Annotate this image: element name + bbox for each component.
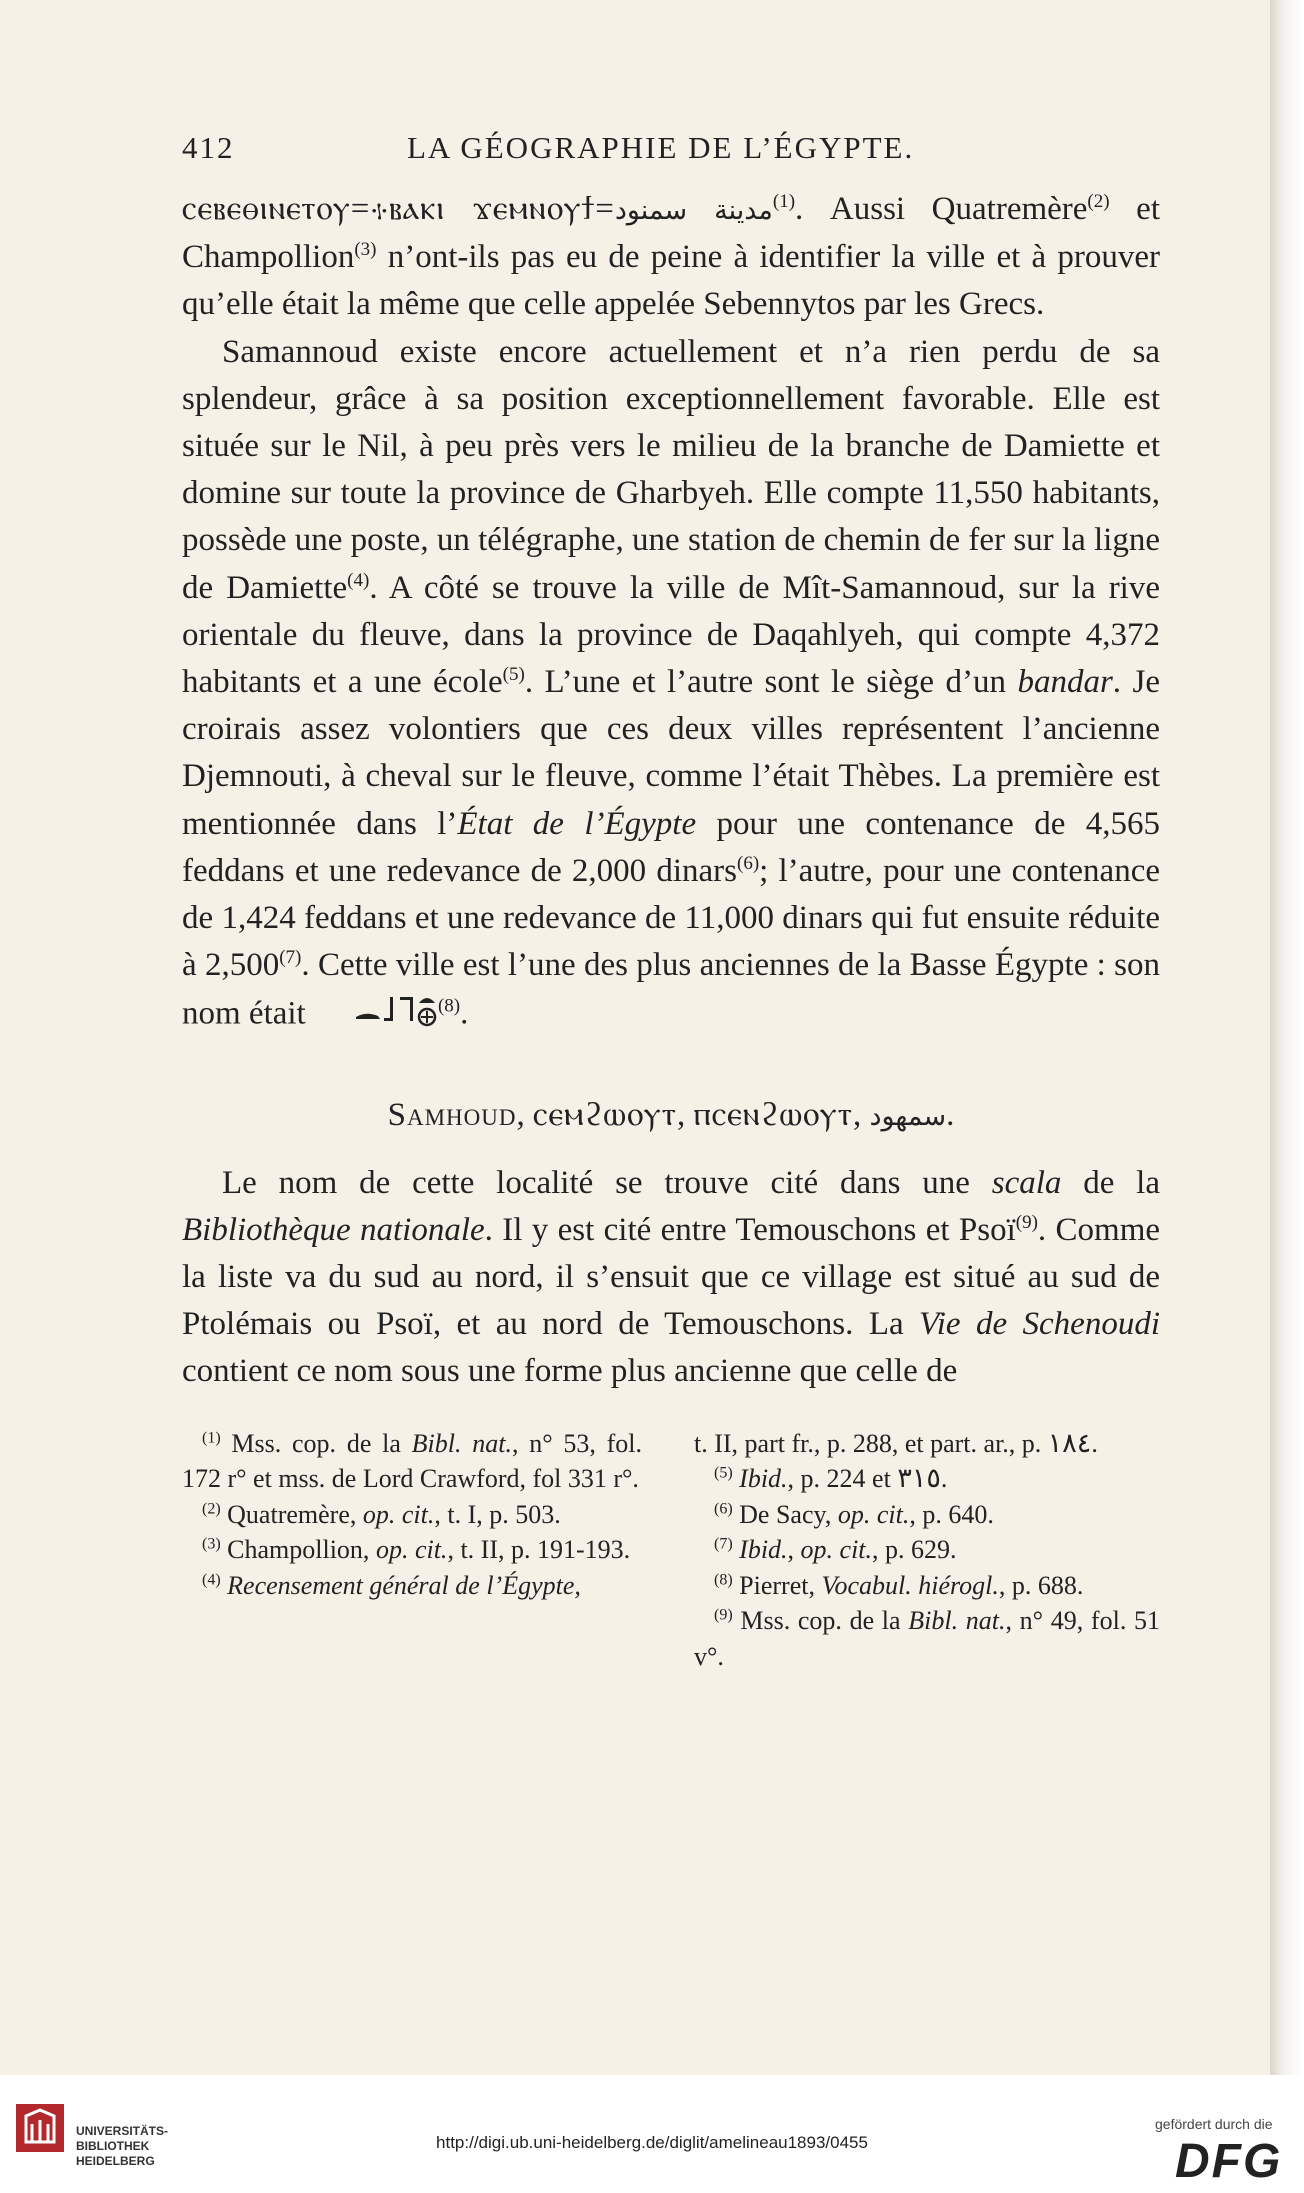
text-run: . [940,1464,948,1494]
footnote-number: (1) [202,1429,221,1447]
university-name-line: HEIDELBERG [76,2154,155,2168]
italic-term: Ibid. [732,1464,788,1494]
footnote-8 [694,1568,1160,1604]
italic-term: Bibl. nat. [908,1606,1006,1636]
heading-separator: , [852,1096,870,1133]
text-run: de la [1061,1164,1160,1201]
italic-term: op. cit. [800,1535,873,1565]
italic-term: bandar [1017,664,1113,701]
italic-term: Bibliothèque nationale [182,1211,485,1248]
text-run: . [460,996,469,1033]
text-run: , t. II, p. 191-193. [447,1535,631,1565]
text-run: contient ce nom sous une forme plus ancienne que celle de [182,1353,958,1390]
text-run: , n° 53, fol. 172 r° et mss. de Lord Crawford, fol 331 r°. [182,1428,642,1494]
footnote-ref-1[interactable]: (1) [772,191,796,212]
italic-title: Recensement général de l’Égypte, [220,1570,581,1600]
coptic-name: ⲥⲉⲃⲉⲑⲓⲛⲉⲧⲟⲩ=⳾ⲃⲁⲕⲓ ϫⲉⲙⲛⲟⲩϯ= [182,191,615,227]
university-name-line: BIBLIOTHEK [76,2139,150,2153]
text-run: . L’une et l’autre sont le siège d’un [524,664,1018,701]
text-run: . Il y est cité entre Temouschons et Psoï [484,1211,1016,1248]
heading-separator: , [676,1096,694,1133]
footnotes-right-column [694,1426,1160,1675]
paragraph-samannoud [182,329,1160,1044]
footnote-2 [182,1497,642,1533]
text-run: , p. 629. [872,1535,957,1565]
footnote-4 [182,1568,642,1604]
italic-term: Ibid. [732,1535,788,1565]
footnotes-left-column [182,1426,642,1604]
text-run: . [1091,1428,1098,1458]
text-run: Mss. cop. de la [220,1428,412,1458]
dfg-logo[interactable]: DFG [1175,2135,1283,2188]
italic-term: op. cit. [375,1535,448,1565]
footnote-number: (8) [714,1571,733,1589]
footnote-9 [694,1603,1160,1674]
footnote-number: (2) [202,1500,221,1518]
text-run: ; l’autre, pour une contenance de 1,424 feddans et une redevance de 11,000 dinars qui fut ensuite réduite à 2,500 [182,852,1160,984]
italic-title: Vie de Schenoudi [919,1306,1160,1343]
footnote-ref-6[interactable]: (6) [737,852,760,874]
section-heading-samhoud [182,1092,1160,1140]
text-run: t. II, part fr., p. 288, et part. ar., p. [694,1428,1048,1458]
footnote-5 [694,1461,1160,1497]
text-run: , t. I, p. 503. [434,1499,561,1529]
text-run: . Cette ville est l’une des plus anciennes de la Basse Égypte : son nom était [182,947,1160,1033]
footnote-number: (3) [202,1535,221,1553]
footnote-7 [694,1532,1160,1568]
footnote-6 [694,1497,1160,1533]
text-run: . A côté se trouve la ville de Mît-Samannoud, sur la rive orientale du fleuve, dans la province de Daqahlyeh, qui compte 4,372 habitants et a une école [182,569,1160,701]
text-run: , n° 49, fol. 51 v°. [694,1606,1160,1671]
text-run: , p. 688. [998,1570,1084,1600]
text-run: , [787,1535,801,1565]
permalink-url[interactable]: http://digi.ub.uni-heidelberg.de/diglit/amelineau1893/0455 [436,2133,868,2152]
italic-term: op. cit. [837,1499,910,1529]
footnote-number: (9) [714,1606,733,1624]
heading-arabic: سمهود [869,1100,947,1132]
text-run: Pierret, [732,1570,822,1600]
italic-title: État de l’Égypte [457,805,697,842]
text-run: De Sacy, [732,1499,838,1529]
running-head [182,130,1160,186]
footnote-3 [182,1532,642,1568]
footnote-number: (7) [714,1535,733,1553]
heading-name: Samhoud [387,1096,517,1133]
footnote-number: (4) [202,1571,221,1589]
footnote-4-continued [694,1426,1160,1462]
heading-coptic-1: ⲥⲉⲙϩⲱⲟⲩⲧ [533,1096,677,1133]
footnotes [182,1426,1160,1676]
page-edge [1270,0,1304,2075]
page-text [182,130,1160,1676]
text-run: . Comme la liste va du sud au nord, il s’ensuit que ce village est situé au sud de Ptolémais ou Psoï, et au nord de Temouschons. La [182,1211,1161,1343]
funder-label: gefördert durch die [1155,2116,1273,2132]
heading-coptic-2: ⲡⲥⲉⲛϩⲱⲟⲩⲧ [693,1096,853,1133]
italic-term: Bibl. nat. [411,1428,512,1458]
italic-term: scala [991,1164,1062,1201]
footnote-ref-7[interactable]: (7) [279,947,302,969]
page-number: 412 [182,130,235,165]
footnote-ref-5[interactable]: (5) [502,664,525,686]
text-run: Champollion, [220,1535,376,1565]
italic-term: op. cit. [362,1499,435,1529]
footnote-1 [182,1426,642,1497]
university-name-line: UNIVERSITÄTS- [76,2124,169,2138]
footnote-ref-8[interactable]: (8) [437,996,461,1018]
arabic-numeral: ٣١٥ [897,1463,941,1495]
text-run: Samannoud existe encore actuellement et n’a rien perdu de sa splendeur, grâce à sa position exceptionnellement favorable. Elle est située sur le Nil, à peu près vers le milieu de la branche de Damiette et domine sur toute la province de Gharbyeh. Elle compte 11,550 habitants, possède une poste, un télégraphe, une station de chemin de fer sur la ligne de Damiette [182,333,1160,606]
paragraph-sebennytos [182,186,1160,329]
text-run: n’ont-ils pas eu de peine à identifier la ville et à prouver qu’elle était la même que celle appelée Sebennytos par les Grecs. [182,239,1160,323]
text-run: , p. 224 et [787,1464,898,1494]
footnote-ref-9[interactable]: (9) [1015,1211,1038,1233]
footnote-ref-2[interactable]: (2) [1087,191,1110,212]
running-title: LA GÉOGRAPHIE DE L’ÉGYPTE. [407,130,915,165]
italic-title: Vocabul. hiérogl. [821,1570,999,1600]
text-run: Le nom de cette localité se trouve cité dans une [222,1164,992,1201]
footnote-number: (6) [714,1500,733,1518]
footnote-ref-3[interactable]: (3) [354,239,377,261]
arabic-name: مدينة سمنود [614,195,773,226]
footnote-number: (5) [714,1464,733,1482]
heading-separator: , [516,1096,533,1133]
text-run: et Champollion [182,191,1160,276]
arabic-numeral: ١٨٤ [1047,1427,1092,1459]
footnote-ref-4[interactable]: (4) [347,569,370,591]
text-run: Mss. cop. de la [732,1606,909,1636]
paragraph-samhoud [182,1160,1160,1396]
text-run: Quatremère, [220,1499,363,1529]
text-run: , p. 640. [909,1499,994,1529]
text-run: pour une contenance de 4,565 feddans et une redevance de 2,000 dinars [182,805,1161,889]
heading-end: . [946,1096,955,1133]
text-run: . Aussi Quatremère [795,191,1088,227]
hieroglyph-name-icon [314,989,438,1043]
text-run: . Je croirais assez volontiers que ces deux villes représentent l’ancienne Djemnouti, à cheval sur le fleuve, comme l’était Thèbes. La première est mentionnée dans l’ [182,664,1160,842]
